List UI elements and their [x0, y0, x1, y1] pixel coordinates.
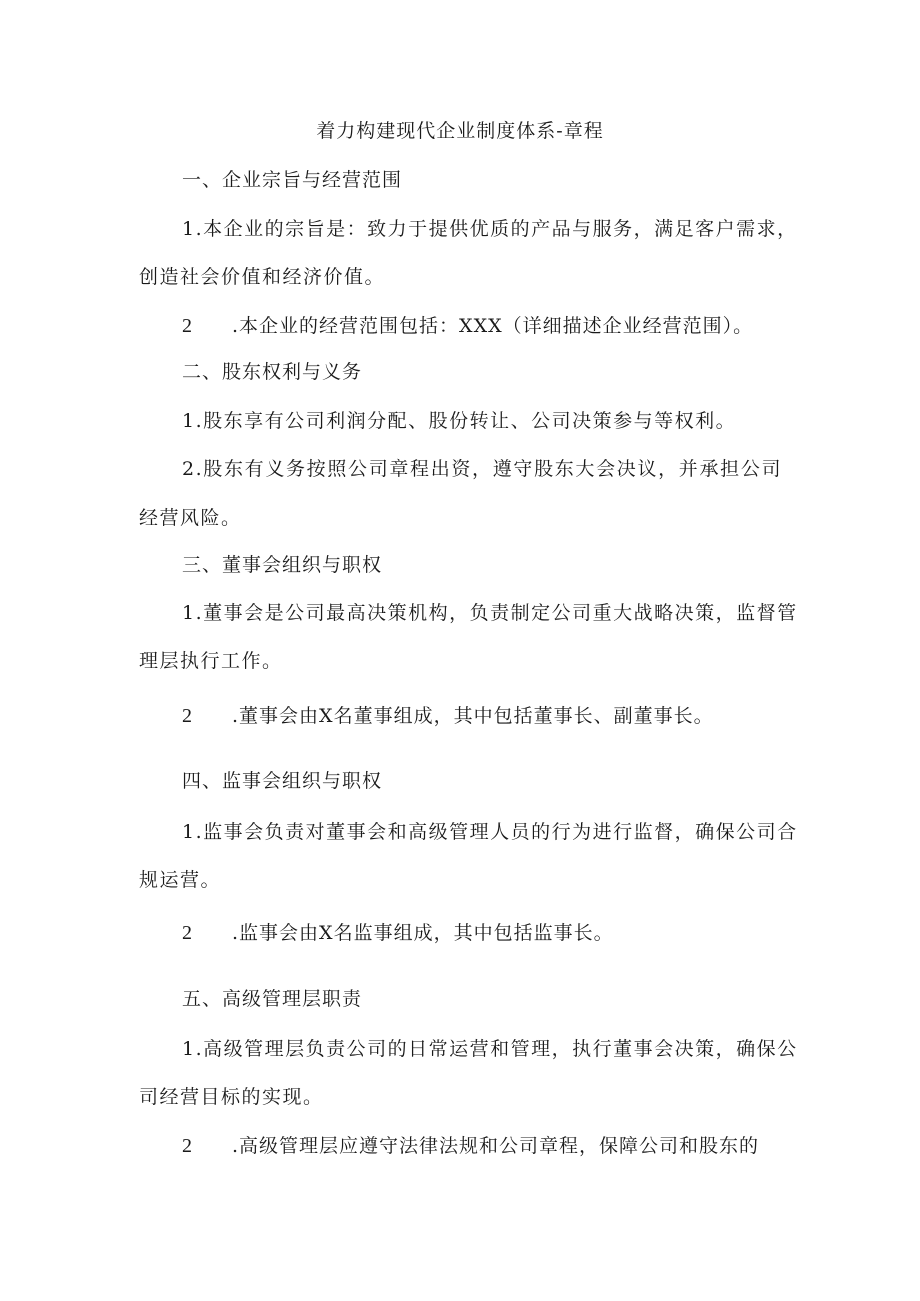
section-heading-4: 四、监事会组织与职权 — [182, 770, 383, 792]
section-1-item-1-line-2: 创造社会价值和经济价值。 — [139, 266, 386, 288]
section-heading-3: 三、董事会组织与职权 — [182, 554, 383, 576]
section-4-item-1-line-2: 规运营。 — [139, 869, 222, 891]
section-heading-2: 二、股东权利与义务 — [182, 361, 363, 383]
document-title: 着力构建现代企业制度体系-章程 — [316, 120, 604, 142]
section-3-item-1-line-1: 1.董事会是公司最高决策机构，负责制定公司重大战略决策，监督管 — [182, 602, 798, 624]
section-4-item-2-text: .监事会由X名监事组成，其中包括监事长。 — [232, 922, 614, 944]
section-2-item-1-line-1: 1.股东享有公司利润分配、股份转让、公司决策参与等权利。 — [182, 410, 737, 432]
section-3-item-2-number: 2 — [182, 705, 192, 727]
section-4-item-2-number: 2 — [182, 922, 192, 944]
section-4-item-1-line-1: 1.监事会负责对董事会和高级管理人员的行为进行监督，确保公司合 — [182, 821, 798, 843]
section-1-item-1-line-1: 1.本企业的宗旨是：致力于提供优质的产品与服务，满足客户需求， — [182, 218, 798, 240]
section-5-item-1-line-1: 1.高级管理层负责公司的日常运营和管理，执行董事会决策，确保公 — [182, 1038, 798, 1060]
section-5-item-2-number: 2 — [182, 1135, 192, 1157]
section-5-item-1-line-2: 司经营目标的实现。 — [139, 1086, 324, 1108]
section-heading-5: 五、高级管理层职责 — [182, 988, 363, 1010]
section-heading-1: 一、企业宗旨与经营范围 — [182, 169, 403, 191]
section-1-item-2-text: .本企业的经营范围包括：XXX（详细描述企业经营范围）。 — [232, 315, 754, 337]
section-3-item-1-line-2: 理层执行工作。 — [139, 650, 283, 672]
section-2-item-2-line-2: 经营风险。 — [139, 507, 242, 529]
section-3-item-2-text: .董事会由X名董事组成，其中包括董事长、副董事长。 — [232, 705, 714, 727]
section-1-item-2-number: 2 — [182, 315, 192, 337]
section-2-item-2-line-1: 2.股东有义务按照公司章程出资，遵守股东大会决议，并承担公司 — [182, 458, 782, 480]
section-5-item-2-text: .高级管理层应遵守法律法规和公司章程，保障公司和股东的 — [232, 1135, 760, 1157]
